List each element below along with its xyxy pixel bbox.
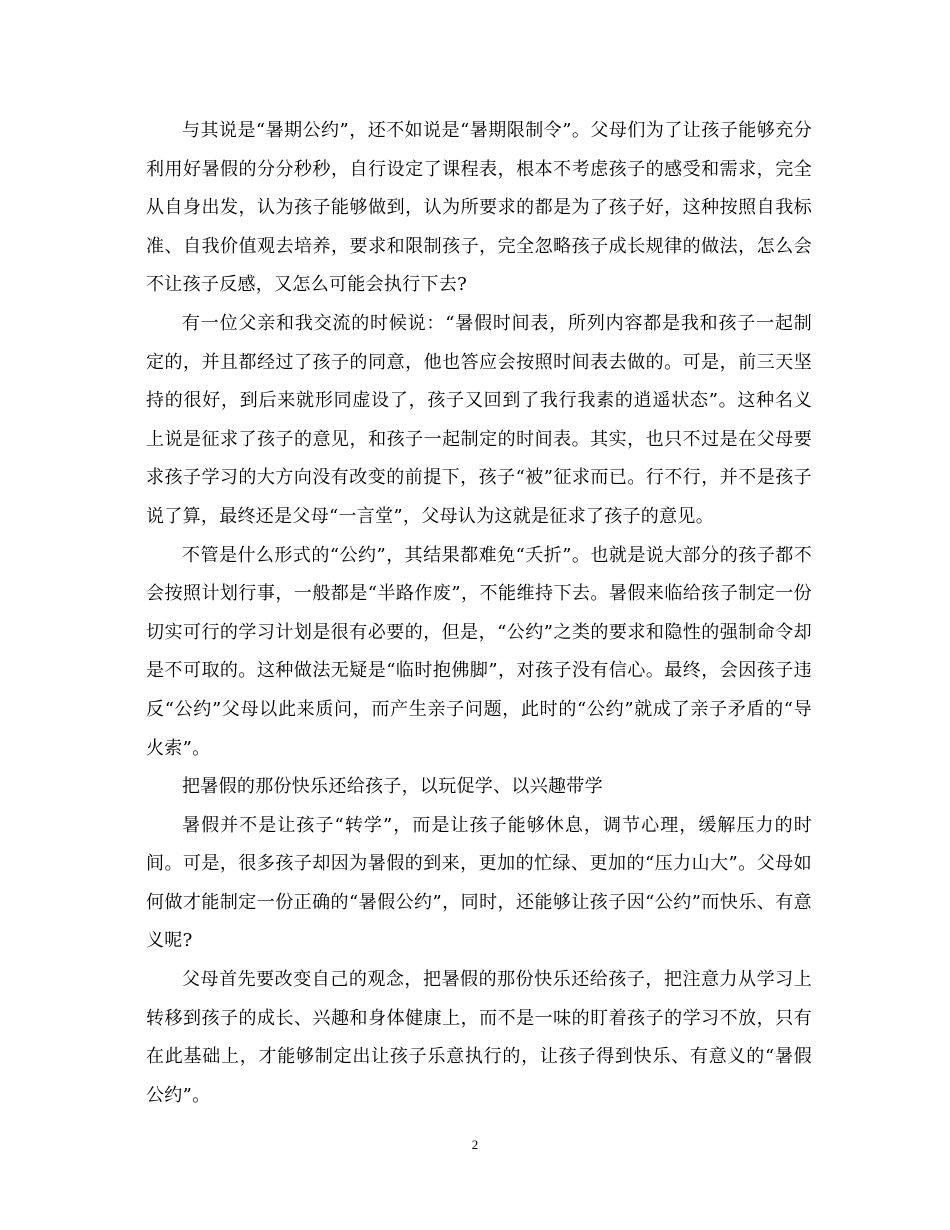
paragraph-parents-mindset: 父母首先要改变自己的观念，把暑假的那份快乐还给孩子，把注意力从学习上转移到孩子的成长、兴趣和身体健康上，而不是一味的盯着孩子的学习不放，只有在此基础上，才能够制定出让孩子乐意执行的，让孩子得到快乐、有意义的“暑假公约”。: [146, 969, 812, 1106]
page-number: 2: [471, 1137, 479, 1152]
paragraph-vacation-purpose: 暑假并不是让孩子“转学”，而是让孩子能够休息，调节心理，缓解压力的时间。可是，很多孩子却因为暑假的到来，更加的忙绿、更加的“压力山大”。父母如何做才能制定一份正确的“暑假公约”，同时，还能够让孩子因“公约”而快乐、有意义呢?: [146, 814, 812, 952]
document-body: [146, 112, 812, 1115]
section-heading-return-joy: 把暑假的那份快乐还给孩子，以玩促学、以兴趣带学: [182, 776, 603, 798]
paragraph-father-quote: 有一位父亲和我交流的时候说：“暑假时间表，所列内容都是我和孩子一起制定的，并且都经过了孩子的同意，他也答应会按照时间表去做的。可是，前三天坚持的很好，到后来就形同虚设了，孩子又回到了我行我素的逍遥状态”。这种名义上说是征求了孩子的意见，和孩子一起制定的时间表。其实，也只不过是在父母要求孩子学习的大方向没有改变的前提下，孩子“被”征求而已。行不行，并不是孩子说了算，最终还是父母“一言堂”，父母认为这就是征求了孩子的意见。: [146, 312, 812, 527]
paragraph-pact-failure: 不管是什么形式的“公约”，其结果都难免“夭折”。也就是说大部分的孩子都不会按照计划行事，一般都是“半路作废”，不能维持下去。暑假来临给孩子制定一份切实可行的学习计划是很有必要的，但是，“公约”之类的要求和隐性的强制命令却是不可取的。这种做法无疑是“临时抱佛脚”，对孩子没有信心。最终，会因孩子违反“公约”父母以此来质问，而产生亲子问题，此时的“公约”就成了亲子矛盾的“导火索”。: [146, 544, 812, 759]
paragraph-summer-restriction: 与其说是“暑期公约”，还不如说是“暑期限制令”。父母们为了让孩子能够充分利用好暑假的分分秒秒，自行设定了课程表，根本不考虑孩子的感受和需求，完全从自身出发，认为孩子能够做到，认为所要求的都是为了孩子好，这种按照自我标准、自我价值观去培养，要求和限制孩子，完全忽略孩子成长规律的做法，怎么会不让孩子反感，又怎么可能会执行下去?: [146, 120, 812, 296]
